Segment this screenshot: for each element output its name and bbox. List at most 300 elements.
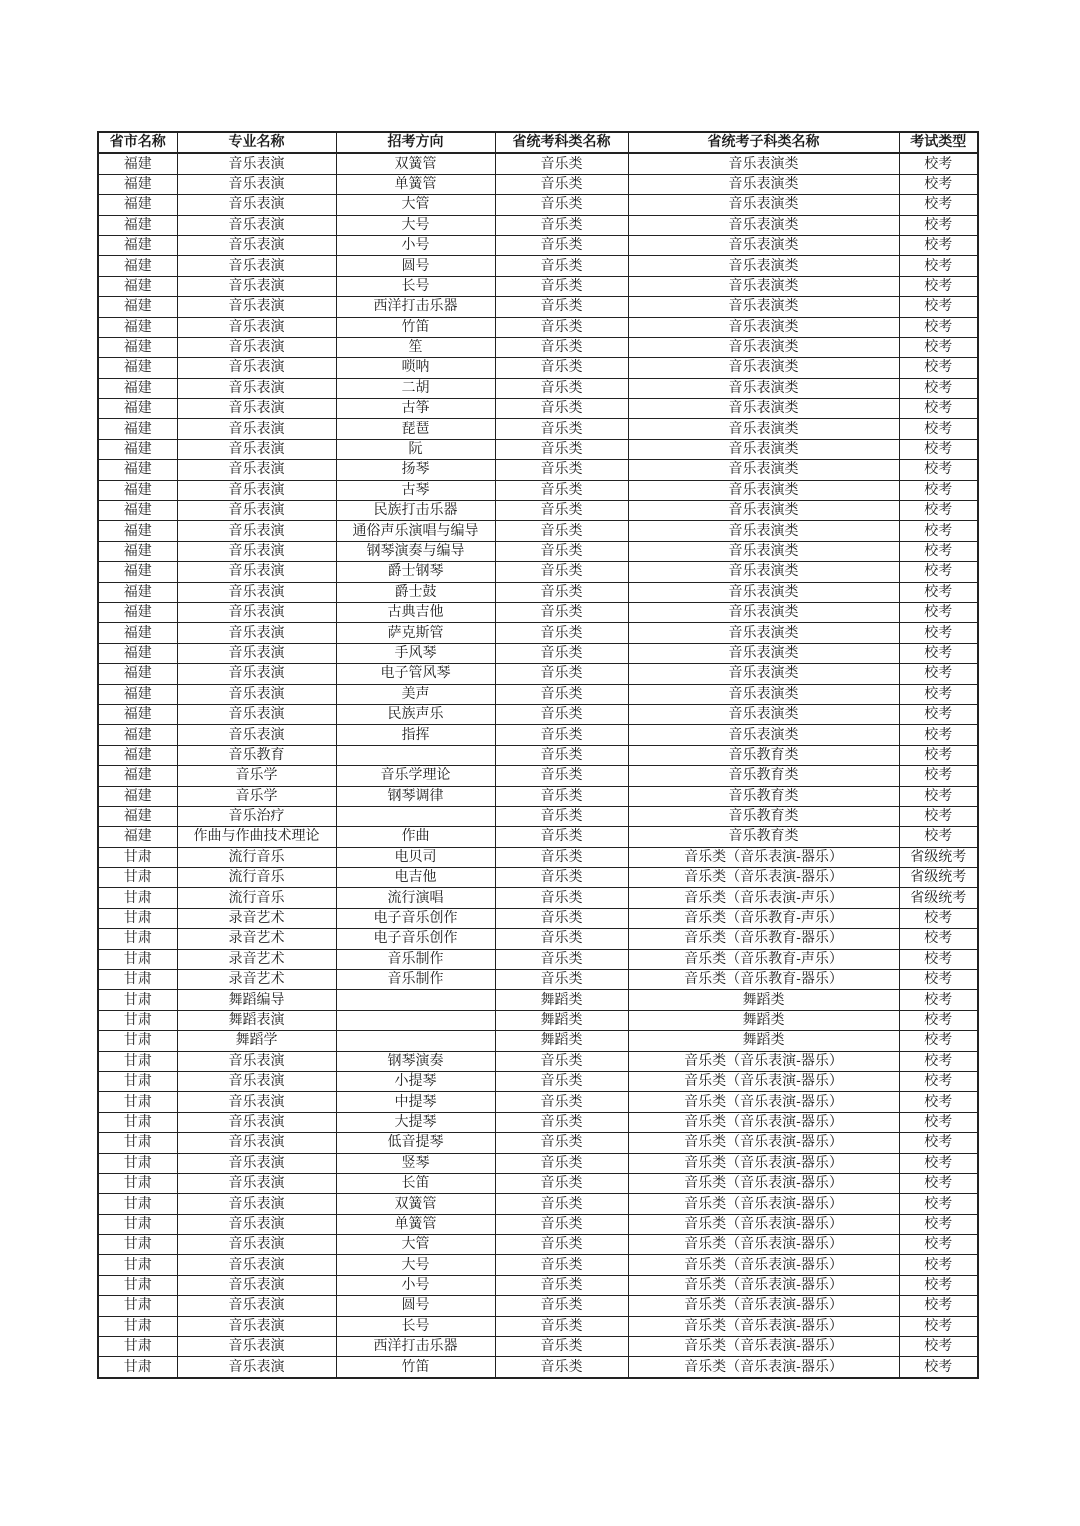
cell-subcategory: 音乐类（音乐表演-器乐）: [628, 868, 899, 888]
cell-exam-type: 校考: [899, 1296, 978, 1316]
cell-subcategory: 音乐表演类: [628, 153, 899, 174]
cell-category: 音乐类: [495, 1214, 628, 1234]
cell-exam-type: 校考: [899, 1153, 978, 1173]
cell-subcategory: 音乐表演类: [628, 419, 899, 439]
cell-direction: 中提琴: [336, 1092, 495, 1112]
cell-major: 音乐学: [177, 766, 336, 786]
table-row: [98, 1275, 978, 1295]
cell-category: 音乐类: [495, 1153, 628, 1173]
cell-direction: 电子音乐创作: [336, 908, 495, 928]
cell-province: 福建: [98, 582, 177, 602]
table-row: [98, 868, 978, 888]
cell-subcategory: 音乐表演类: [628, 337, 899, 357]
cell-major: 音乐表演: [177, 317, 336, 337]
cell-subcategory: 音乐表演类: [628, 297, 899, 317]
table-row: [98, 235, 978, 255]
cell-exam-type: 校考: [899, 1112, 978, 1132]
table-row: [98, 256, 978, 276]
cell-subcategory: 音乐类（音乐表演-器乐）: [628, 1071, 899, 1091]
cell-subcategory: 音乐表演类: [628, 195, 899, 215]
cell-category: 音乐类: [495, 806, 628, 826]
cell-major: 音乐教育: [177, 745, 336, 765]
cell-major: 音乐表演: [177, 399, 336, 419]
cell-direction: 长号: [336, 276, 495, 296]
table-row: [98, 970, 978, 990]
cell-province: 甘肃: [98, 1153, 177, 1173]
cell-exam-type: 校考: [899, 215, 978, 235]
table-row: [98, 480, 978, 500]
cell-province: 福建: [98, 704, 177, 724]
cell-category: 音乐类: [495, 399, 628, 419]
table-row: [98, 806, 978, 826]
table-row: [98, 1133, 978, 1153]
table-row: [98, 1357, 978, 1378]
cell-subcategory: 音乐表演类: [628, 460, 899, 480]
admissions-table: [97, 131, 979, 1379]
cell-category: 音乐类: [495, 1133, 628, 1153]
cell-province: 福建: [98, 725, 177, 745]
cell-direction: 大管: [336, 195, 495, 215]
cell-exam-type: 校考: [899, 1051, 978, 1071]
cell-category: 音乐类: [495, 1194, 628, 1214]
cell-major: 音乐表演: [177, 1316, 336, 1336]
cell-direction: [336, 1010, 495, 1030]
cell-major: 音乐表演: [177, 1275, 336, 1295]
cell-category: 音乐类: [495, 419, 628, 439]
cell-category: 音乐类: [495, 195, 628, 215]
cell-exam-type: 校考: [899, 256, 978, 276]
cell-exam-type: 校考: [899, 501, 978, 521]
cell-province: 福建: [98, 337, 177, 357]
cell-direction: [336, 990, 495, 1010]
cell-province: 甘肃: [98, 1214, 177, 1234]
cell-exam-type: 校考: [899, 1194, 978, 1214]
cell-province: 福建: [98, 419, 177, 439]
table-row: [98, 358, 978, 378]
cell-direction: 大管: [336, 1235, 495, 1255]
cell-subcategory: 音乐教育类: [628, 786, 899, 806]
cell-major: 音乐表演: [177, 582, 336, 602]
cell-exam-type: 省级统考: [899, 847, 978, 867]
cell-province: 福建: [98, 623, 177, 643]
cell-exam-type: 校考: [899, 521, 978, 541]
cell-exam-type: 校考: [899, 582, 978, 602]
table-row: [98, 786, 978, 806]
cell-major: 音乐表演: [177, 235, 336, 255]
cell-exam-type: 校考: [899, 602, 978, 622]
cell-major: 音乐表演: [177, 1153, 336, 1173]
table-row: [98, 174, 978, 194]
cell-major: 录音艺术: [177, 908, 336, 928]
cell-province: 福建: [98, 460, 177, 480]
table-row: [98, 1194, 978, 1214]
cell-province: 甘肃: [98, 1010, 177, 1030]
cell-category: 音乐类: [495, 949, 628, 969]
table-row: [98, 684, 978, 704]
cell-major: 音乐表演: [177, 1296, 336, 1316]
cell-direction: 圆号: [336, 256, 495, 276]
cell-exam-type: 校考: [899, 827, 978, 847]
table-row: [98, 1092, 978, 1112]
cell-category: 音乐类: [495, 541, 628, 561]
table-row: [98, 317, 978, 337]
cell-province: 福建: [98, 297, 177, 317]
table-row: [98, 439, 978, 459]
cell-exam-type: 校考: [899, 1275, 978, 1295]
cell-direction: 单簧管: [336, 1214, 495, 1234]
cell-province: 甘肃: [98, 970, 177, 990]
cell-category: 音乐类: [495, 317, 628, 337]
table-row: [98, 1296, 978, 1316]
cell-subcategory: 音乐类（音乐教育-声乐）: [628, 949, 899, 969]
cell-direction: 萨克斯管: [336, 623, 495, 643]
cell-major: 音乐表演: [177, 602, 336, 622]
cell-category: 音乐类: [495, 480, 628, 500]
cell-major: 录音艺术: [177, 949, 336, 969]
cell-major: 音乐表演: [177, 1071, 336, 1091]
cell-major: 录音艺术: [177, 929, 336, 949]
cell-exam-type: 省级统考: [899, 868, 978, 888]
cell-category: 舞蹈类: [495, 1031, 628, 1051]
cell-province: 甘肃: [98, 1092, 177, 1112]
cell-subcategory: 音乐表演类: [628, 541, 899, 561]
cell-category: 音乐类: [495, 256, 628, 276]
table-row: [98, 378, 978, 398]
cell-exam-type: 校考: [899, 358, 978, 378]
table-row: [98, 1031, 978, 1051]
cell-direction: 美声: [336, 684, 495, 704]
table-row: [98, 399, 978, 419]
table-row: [98, 1071, 978, 1091]
table-row: [98, 643, 978, 663]
cell-category: 音乐类: [495, 827, 628, 847]
table-row: [98, 460, 978, 480]
cell-province: 甘肃: [98, 1051, 177, 1071]
cell-major: 音乐表演: [177, 664, 336, 684]
cell-major: 流行音乐: [177, 868, 336, 888]
cell-exam-type: 校考: [899, 949, 978, 969]
cell-direction: 钢琴演奏与编导: [336, 541, 495, 561]
cell-category: 音乐类: [495, 786, 628, 806]
cell-exam-type: 校考: [899, 704, 978, 724]
cell-subcategory: 音乐表演类: [628, 582, 899, 602]
cell-major: 音乐表演: [177, 419, 336, 439]
cell-province: 甘肃: [98, 1112, 177, 1132]
table-row: [98, 1235, 978, 1255]
table-row: [98, 153, 978, 174]
cell-direction: 长号: [336, 1316, 495, 1336]
cell-major: 音乐表演: [177, 439, 336, 459]
cell-category: 音乐类: [495, 1357, 628, 1378]
cell-exam-type: 校考: [899, 684, 978, 704]
table-row: [98, 664, 978, 684]
cell-province: 福建: [98, 235, 177, 255]
table-row: [98, 337, 978, 357]
table-row: [98, 847, 978, 867]
table-row: [98, 501, 978, 521]
table-row: [98, 1112, 978, 1132]
cell-direction: 音乐学理论: [336, 766, 495, 786]
cell-exam-type: 校考: [899, 235, 978, 255]
cell-category: 音乐类: [495, 602, 628, 622]
cell-exam-type: 校考: [899, 317, 978, 337]
cell-category: 音乐类: [495, 766, 628, 786]
cell-subcategory: 音乐教育类: [628, 745, 899, 765]
cell-major: 音乐表演: [177, 1133, 336, 1153]
cell-exam-type: 校考: [899, 623, 978, 643]
cell-exam-type: 校考: [899, 1316, 978, 1336]
cell-direction: 钢琴演奏: [336, 1051, 495, 1071]
cell-subcategory: 音乐类（音乐表演-器乐）: [628, 1092, 899, 1112]
cell-exam-type: 校考: [899, 929, 978, 949]
cell-subcategory: 音乐表演类: [628, 439, 899, 459]
cell-category: 音乐类: [495, 745, 628, 765]
cell-direction: 竖琴: [336, 1153, 495, 1173]
cell-major: 音乐表演: [177, 684, 336, 704]
cell-subcategory: 音乐表演类: [628, 664, 899, 684]
cell-exam-type: 校考: [899, 1071, 978, 1091]
cell-major: 音乐表演: [177, 541, 336, 561]
cell-category: 音乐类: [495, 337, 628, 357]
cell-subcategory: 音乐表演类: [628, 256, 899, 276]
cell-major: 音乐表演: [177, 276, 336, 296]
cell-province: 甘肃: [98, 1133, 177, 1153]
cell-direction: 小号: [336, 235, 495, 255]
cell-category: 音乐类: [495, 1173, 628, 1193]
cell-subcategory: 音乐表演类: [628, 399, 899, 419]
cell-direction: 小号: [336, 1275, 495, 1295]
header-major: 专业名称: [177, 132, 336, 153]
cell-direction: 作曲: [336, 827, 495, 847]
cell-province: 甘肃: [98, 1235, 177, 1255]
cell-subcategory: 音乐类（音乐表演-器乐）: [628, 1316, 899, 1336]
cell-direction: [336, 745, 495, 765]
cell-exam-type: 校考: [899, 1255, 978, 1275]
cell-subcategory: 音乐类（音乐表演-器乐）: [628, 1173, 899, 1193]
cell-subcategory: 音乐类（音乐表演-器乐）: [628, 1296, 899, 1316]
cell-category: 音乐类: [495, 1255, 628, 1275]
cell-subcategory: 音乐类（音乐表演-声乐）: [628, 888, 899, 908]
table-row: [98, 888, 978, 908]
cell-major: 音乐表演: [177, 1112, 336, 1132]
cell-major: 音乐表演: [177, 704, 336, 724]
cell-province: 福建: [98, 195, 177, 215]
cell-province: 福建: [98, 174, 177, 194]
cell-subcategory: 音乐表演类: [628, 378, 899, 398]
cell-province: 甘肃: [98, 1296, 177, 1316]
cell-subcategory: 音乐类（音乐表演-器乐）: [628, 1255, 899, 1275]
header-exam-type: 考试类型: [899, 132, 978, 153]
cell-category: 音乐类: [495, 501, 628, 521]
cell-subcategory: 音乐类（音乐表演-器乐）: [628, 847, 899, 867]
cell-direction: 古琴: [336, 480, 495, 500]
cell-major: 音乐表演: [177, 1255, 336, 1275]
cell-exam-type: 校考: [899, 562, 978, 582]
cell-subcategory: 音乐类（音乐表演-器乐）: [628, 1194, 899, 1214]
cell-major: 音乐表演: [177, 460, 336, 480]
cell-exam-type: 校考: [899, 1357, 978, 1378]
cell-category: 音乐类: [495, 1235, 628, 1255]
cell-exam-type: 校考: [899, 1214, 978, 1234]
header-category: 省统考科类名称: [495, 132, 628, 153]
cell-major: 音乐表演: [177, 153, 336, 174]
cell-subcategory: 音乐教育类: [628, 827, 899, 847]
cell-subcategory: 音乐表演类: [628, 623, 899, 643]
cell-major: 作曲与作曲技术理论: [177, 827, 336, 847]
cell-direction: 单簧管: [336, 174, 495, 194]
cell-subcategory: 舞蹈类: [628, 1010, 899, 1030]
cell-category: 音乐类: [495, 562, 628, 582]
cell-exam-type: 校考: [899, 439, 978, 459]
cell-major: 音乐表演: [177, 1214, 336, 1234]
cell-province: 福建: [98, 684, 177, 704]
cell-subcategory: 音乐类（音乐表演-器乐）: [628, 1357, 899, 1378]
table-row: [98, 602, 978, 622]
cell-category: 音乐类: [495, 888, 628, 908]
table-row: [98, 562, 978, 582]
cell-category: 音乐类: [495, 643, 628, 663]
cell-major: 音乐表演: [177, 358, 336, 378]
table-row: [98, 215, 978, 235]
cell-major: 音乐表演: [177, 174, 336, 194]
cell-direction: 西洋打击乐器: [336, 297, 495, 317]
cell-exam-type: 校考: [899, 725, 978, 745]
cell-exam-type: 校考: [899, 337, 978, 357]
table-row: [98, 1153, 978, 1173]
cell-subcategory: 音乐表演类: [628, 704, 899, 724]
cell-province: 甘肃: [98, 1357, 177, 1378]
cell-direction: 电子管风琴: [336, 664, 495, 684]
cell-direction: 民族声乐: [336, 704, 495, 724]
cell-direction: 钢琴调律: [336, 786, 495, 806]
cell-category: 音乐类: [495, 1316, 628, 1336]
table-body: [98, 153, 978, 1377]
cell-subcategory: 音乐表演类: [628, 480, 899, 500]
cell-province: 福建: [98, 399, 177, 419]
cell-province: 福建: [98, 378, 177, 398]
cell-subcategory: 音乐表演类: [628, 643, 899, 663]
cell-exam-type: 校考: [899, 786, 978, 806]
cell-major: 音乐表演: [177, 480, 336, 500]
cell-major: 音乐表演: [177, 1173, 336, 1193]
cell-major: 舞蹈学: [177, 1031, 336, 1051]
cell-direction: 低音提琴: [336, 1133, 495, 1153]
table-row: [98, 1255, 978, 1275]
cell-major: 音乐表演: [177, 1235, 336, 1255]
cell-subcategory: 音乐类（音乐表演-器乐）: [628, 1275, 899, 1295]
cell-category: 音乐类: [495, 929, 628, 949]
table-row: [98, 1337, 978, 1357]
cell-major: 音乐表演: [177, 1194, 336, 1214]
cell-exam-type: 校考: [899, 990, 978, 1010]
cell-direction: 古典吉他: [336, 602, 495, 622]
cell-major: 音乐表演: [177, 1357, 336, 1378]
cell-category: 音乐类: [495, 174, 628, 194]
cell-category: 音乐类: [495, 704, 628, 724]
cell-subcategory: 音乐类（音乐教育-器乐）: [628, 929, 899, 949]
cell-category: 音乐类: [495, 582, 628, 602]
cell-direction: 扬琴: [336, 460, 495, 480]
table-row: [98, 521, 978, 541]
cell-exam-type: 校考: [899, 480, 978, 500]
cell-major: 舞蹈编导: [177, 990, 336, 1010]
cell-province: 福建: [98, 664, 177, 684]
cell-subcategory: 音乐类（音乐表演-器乐）: [628, 1153, 899, 1173]
cell-subcategory: 音乐类（音乐表演-器乐）: [628, 1112, 899, 1132]
cell-category: 音乐类: [495, 215, 628, 235]
cell-exam-type: 校考: [899, 276, 978, 296]
cell-province: 福建: [98, 256, 177, 276]
table-row: [98, 419, 978, 439]
table-row: [98, 276, 978, 296]
cell-exam-type: 校考: [899, 1133, 978, 1153]
cell-category: 音乐类: [495, 1092, 628, 1112]
cell-direction: 竹笛: [336, 1357, 495, 1378]
cell-major: 音乐表演: [177, 521, 336, 541]
cell-exam-type: 校考: [899, 1173, 978, 1193]
cell-category: 音乐类: [495, 521, 628, 541]
cell-direction: 双簧管: [336, 1194, 495, 1214]
cell-province: 福建: [98, 521, 177, 541]
cell-exam-type: 校考: [899, 1031, 978, 1051]
cell-direction: 竹笛: [336, 317, 495, 337]
cell-direction: 琵琶: [336, 419, 495, 439]
cell-province: 福建: [98, 317, 177, 337]
cell-major: 音乐表演: [177, 1051, 336, 1071]
cell-subcategory: 音乐表演类: [628, 684, 899, 704]
table-row: [98, 297, 978, 317]
cell-province: 福建: [98, 501, 177, 521]
cell-province: 福建: [98, 806, 177, 826]
cell-major: 音乐表演: [177, 643, 336, 663]
cell-exam-type: 校考: [899, 643, 978, 663]
cell-subcategory: 音乐表演类: [628, 174, 899, 194]
cell-province: 甘肃: [98, 1275, 177, 1295]
cell-exam-type: 校考: [899, 195, 978, 215]
cell-major: 舞蹈表演: [177, 1010, 336, 1030]
cell-exam-type: 校考: [899, 664, 978, 684]
cell-province: 甘肃: [98, 949, 177, 969]
cell-category: 音乐类: [495, 378, 628, 398]
cell-subcategory: 音乐类（音乐表演-器乐）: [628, 1235, 899, 1255]
cell-direction: 音乐制作: [336, 949, 495, 969]
cell-province: 福建: [98, 358, 177, 378]
cell-subcategory: 音乐表演类: [628, 235, 899, 255]
cell-direction: 小提琴: [336, 1071, 495, 1091]
cell-exam-type: 校考: [899, 153, 978, 174]
header-direction: 招考方向: [336, 132, 495, 153]
cell-major: 音乐表演: [177, 215, 336, 235]
cell-direction: 西洋打击乐器: [336, 1337, 495, 1357]
cell-province: 甘肃: [98, 1337, 177, 1357]
cell-subcategory: 音乐表演类: [628, 501, 899, 521]
cell-category: 舞蹈类: [495, 1010, 628, 1030]
cell-direction: 笙: [336, 337, 495, 357]
cell-exam-type: 校考: [899, 1092, 978, 1112]
cell-exam-type: 校考: [899, 1337, 978, 1357]
cell-subcategory: 音乐表演类: [628, 317, 899, 337]
cell-subcategory: 音乐教育类: [628, 806, 899, 826]
table-row: [98, 623, 978, 643]
cell-subcategory: 音乐类（音乐教育-器乐）: [628, 970, 899, 990]
cell-exam-type: 校考: [899, 1235, 978, 1255]
cell-category: 音乐类: [495, 235, 628, 255]
cell-province: 甘肃: [98, 929, 177, 949]
cell-direction: 阮: [336, 439, 495, 459]
cell-exam-type: 校考: [899, 806, 978, 826]
table-row: [98, 949, 978, 969]
cell-exam-type: 校考: [899, 460, 978, 480]
